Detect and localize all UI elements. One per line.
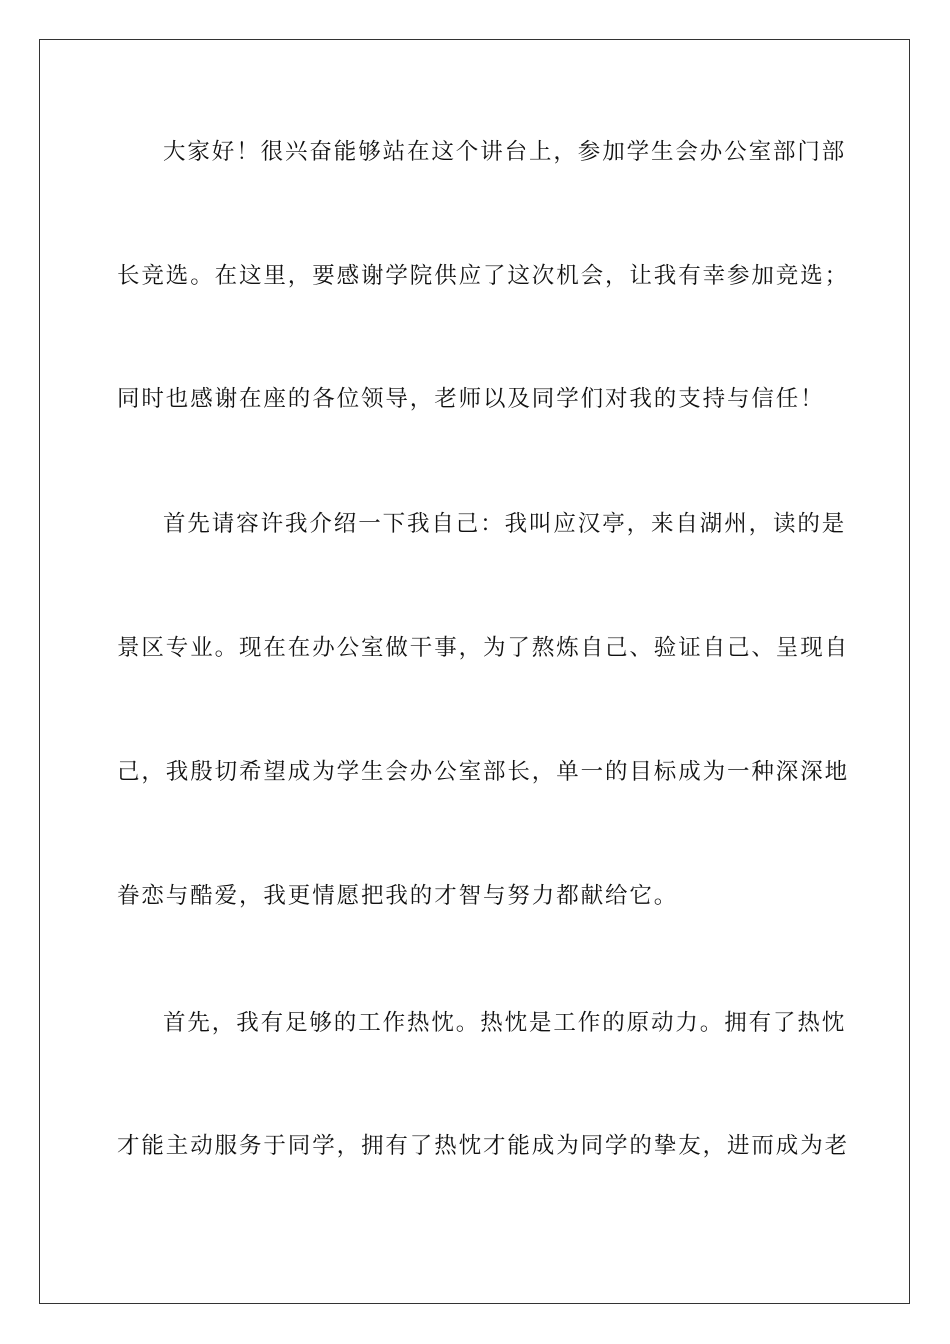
text-line: 己，我殷切希望成为学生会办公室部长，单一的目标成为一种深深地 xyxy=(117,759,850,785)
page-border xyxy=(39,39,910,1304)
text-line: 眷恋与酷爱，我更情愿把我的才智与努力都献给它。 xyxy=(117,883,679,909)
text-line: 同时也感谢在座的各位领导，老师以及同学们对我的支持与信任！ xyxy=(117,386,825,412)
text-line: 首先，我有足够的工作热忱。热忱是工作的原动力。拥有了热忱 xyxy=(163,1010,847,1036)
text-line: 长竞选。在这里，要感谢学院供应了这次机会，让我有幸参加竞选； xyxy=(117,263,850,289)
text-line: 首先请容许我介绍一下我自己：我叫应汉亭，来自湖州，读的是 xyxy=(163,511,847,537)
text-line: 景区专业。现在在办公室做干事，为了熬炼自己、验证自己、呈现自 xyxy=(117,635,850,661)
text-line: 大家好！很兴奋能够站在这个讲台上，参加学生会办公室部门部 xyxy=(163,139,847,165)
text-line: 才能主动服务于同学，拥有了热忱才能成为同学的挚友，进而成为老 xyxy=(117,1133,850,1159)
